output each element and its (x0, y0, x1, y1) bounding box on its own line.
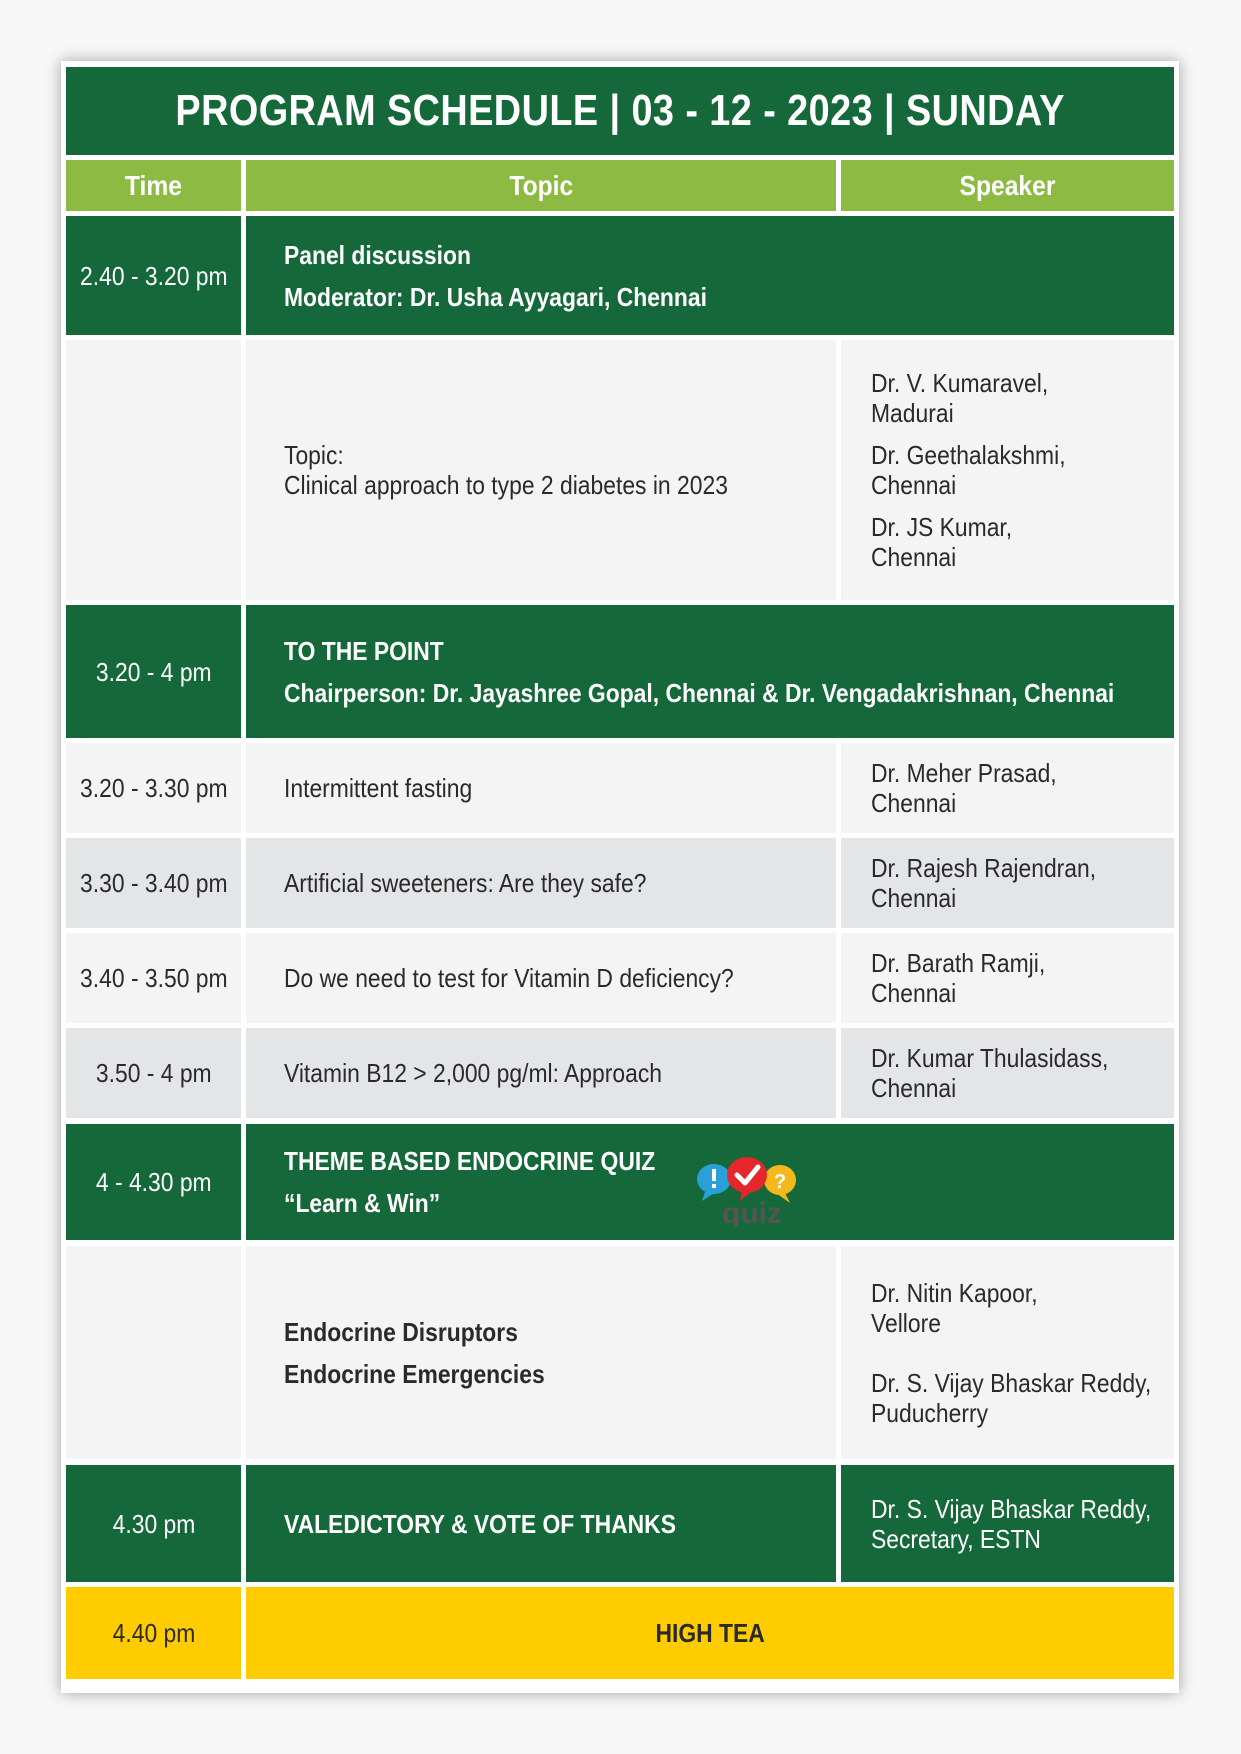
topic-cell: HIGH TEA (246, 1587, 1174, 1679)
header-speaker: Speaker (841, 160, 1174, 211)
session-header: THEME BASED ENDOCRINE QUIZ “Learn & Win” (246, 1124, 1174, 1240)
svg-text:?: ? (773, 1171, 787, 1193)
speaker-cell: Dr. V. Kumaravel, Madurai Dr. Geethalakshmi, Chennai Dr. JS Kumar, Chennai (841, 340, 1174, 600)
time-cell-empty (66, 340, 241, 600)
exclamation-bubble-icon (697, 1164, 731, 1201)
topic-cell: Intermittent fasting (246, 743, 836, 833)
time-cell: 3.20 - 3.30 pm (66, 743, 241, 833)
topic-cell: Vitamin B12 > 2,000 pg/ml: Approach (246, 1028, 836, 1118)
speaker-cell: Dr. Kumar Thulasidass, Chennai (841, 1028, 1174, 1118)
session-header: TO THE POINT Chairperson: Dr. Jayashree Gopal, Chennai & Dr. Vengadakrishnan, Chennai (246, 605, 1174, 738)
topic-cell: Topic: Clinical approach to type 2 diabetes in 2023 (246, 340, 836, 600)
topic-cell: Do we need to test for Vitamin D deficiency? (246, 933, 836, 1023)
svg-text:quiz: quiz (722, 1197, 782, 1227)
speaker-cell: Dr. Rajesh Rajendran, Chennai (841, 838, 1174, 928)
topic-cell: Endocrine Disruptors Endocrine Emergencies (246, 1246, 836, 1459)
time-cell: 4.40 pm (66, 1587, 241, 1679)
time-cell: 3.50 - 4 pm (66, 1028, 241, 1118)
speaker-cell: Dr. Meher Prasad, Chennai (841, 743, 1174, 833)
quiz-logo (692, 1155, 802, 1227)
speaker-cell: Dr. S. Vijay Bhaskar Reddy, Secretary, ESTN (841, 1465, 1174, 1582)
header-time: Time (66, 160, 241, 211)
check-bubble-icon (727, 1157, 767, 1201)
header-topic: Topic (246, 160, 836, 211)
time-cell: 3.30 - 3.40 pm (66, 838, 241, 928)
session-header: Panel discussion Moderator: Dr. Usha Ayyagari, Chennai (246, 216, 1174, 335)
page-title: PROGRAM SCHEDULE | 03 - 12 - 2023 | SUNDAY (66, 67, 1174, 155)
speaker-cell: Dr. Barath Ramji, Chennai (841, 933, 1174, 1023)
quiz-logo-graphic (692, 1155, 802, 1227)
time-cell: 4 - 4.30 pm (66, 1124, 241, 1240)
time-cell: 2.40 - 3.20 pm (66, 216, 241, 335)
time-cell: 4.30 pm (66, 1465, 241, 1582)
time-cell: 3.20 - 4 pm (66, 605, 241, 738)
time-cell: 3.40 - 3.50 pm (66, 933, 241, 1023)
topic-cell: Artificial sweeteners: Are they safe? (246, 838, 836, 928)
speaker-cell: Dr. Nitin Kapoor, Vellore Dr. S. Vijay Bhaskar Reddy, Puducherry (841, 1246, 1174, 1459)
time-cell-empty (66, 1246, 241, 1459)
topic-cell: VALEDICTORY & VOTE OF THANKS (246, 1465, 836, 1582)
